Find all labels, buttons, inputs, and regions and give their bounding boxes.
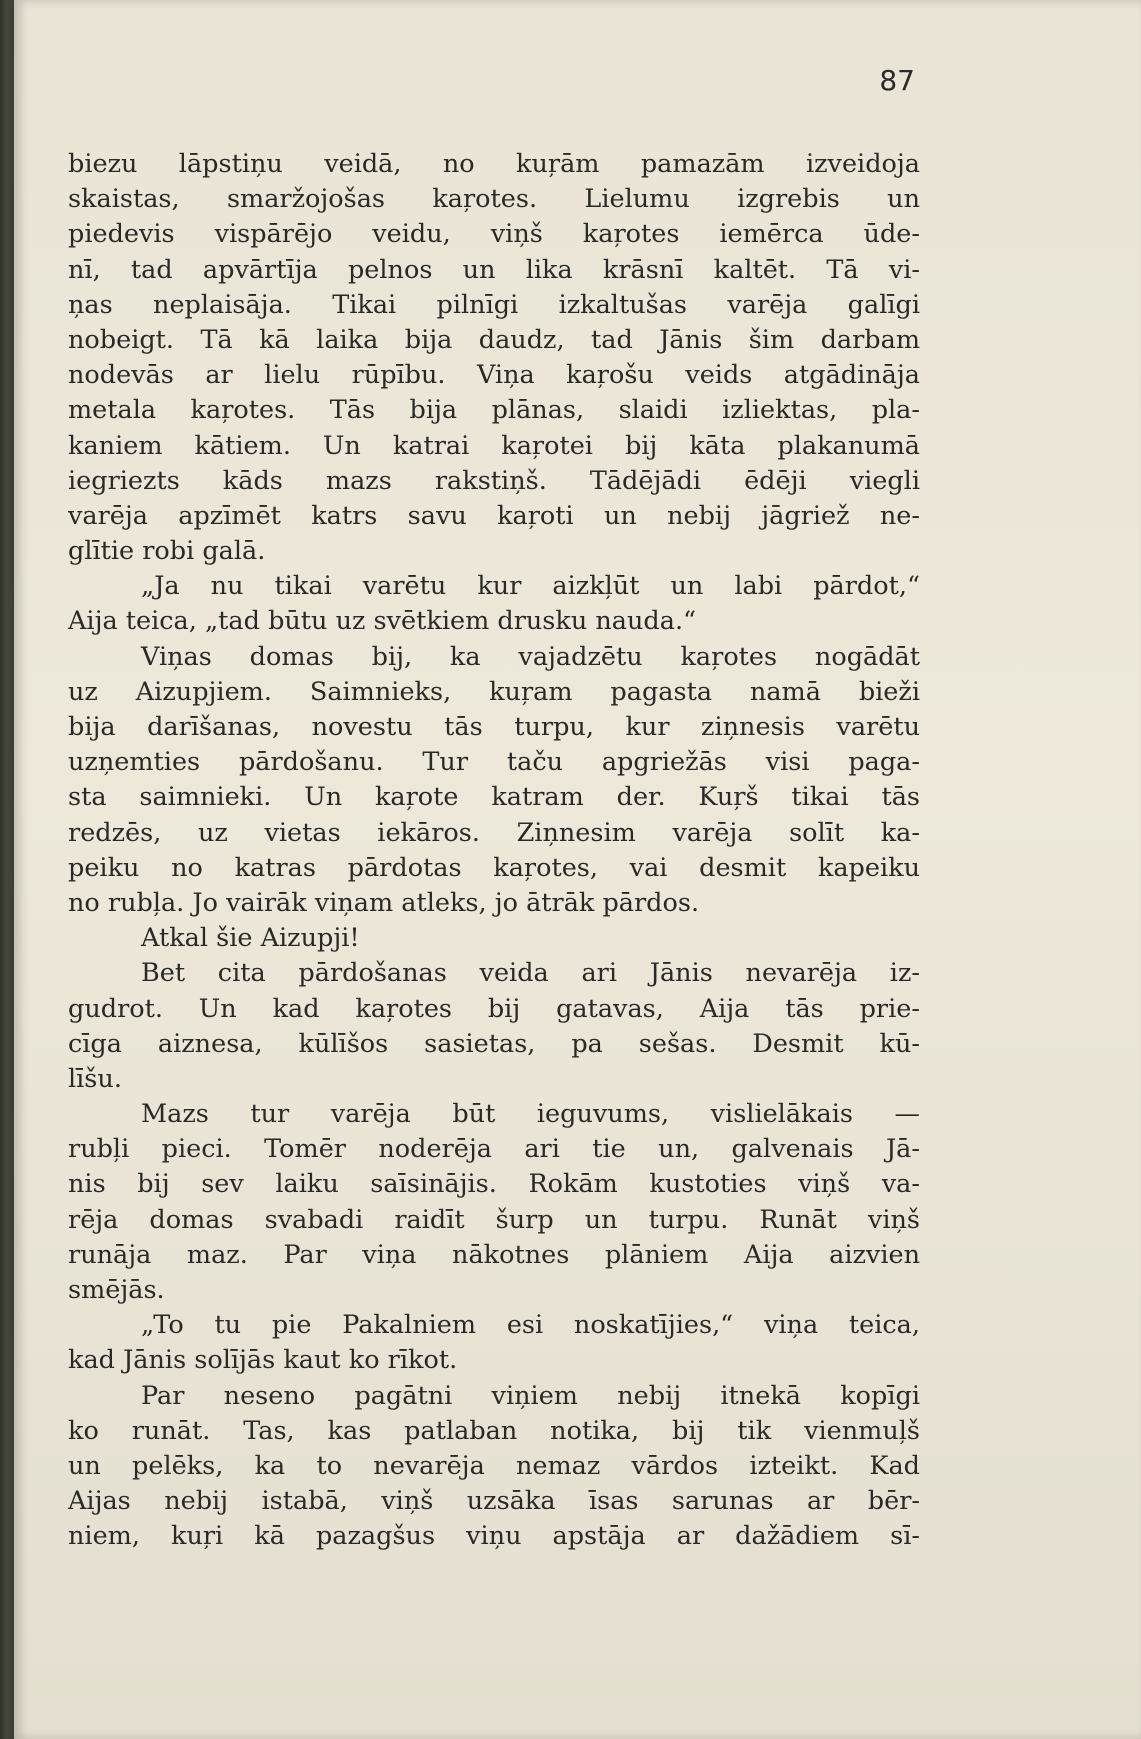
text-line: bija darīšanas, novestu tās turpu, kur ziņnesis varētu — [68, 712, 920, 742]
text-line: „To tu pie Pakalniem esi noskatījies,“ viņa teica, — [141, 1310, 920, 1341]
text-line: Par neseno pagātni viņiem nebij itnekā kopīgi — [141, 1380, 920, 1411]
body-text — [68, 147, 920, 1555]
text-line: ko runāt. Tas, kas patlaban notika, bij tik vienmuļš — [68, 1415, 920, 1446]
text-line: Bet cita pārdošanas veida ari Jānis nevarēja iz- — [141, 958, 920, 989]
text-line: Viņas domas bij, ka vajadzētu kaŗotes nogādāt — [141, 641, 920, 672]
text-line: uzņemties pārdošanu. Tur taču apgriežās visi paga- — [68, 747, 920, 778]
text-line: uz Aizupjiem. Saimnieks, kuŗam pagasta namā bieži — [68, 676, 920, 707]
page-number: 87 — [879, 64, 915, 97]
text-line: ņas neplaisāja. Tikai pilnīgi izkaltušas varēja galīgi — [68, 289, 920, 320]
text-line: Mazs tur varēja būt ieguvums, vislielākais — — [141, 1099, 920, 1130]
text-line: rēja domas svabadi raidīt šurp un turpu. Runāt viņš — [68, 1204, 920, 1235]
text-line: līšu. — [68, 1063, 122, 1094]
text-line: iegriezts kāds mazs rakstiņš. Tādējādi ēdēji viegli — [68, 465, 920, 496]
text-line: skaistas, smaržojošas kaŗotes. Lielumu izgrebis un — [68, 184, 920, 215]
text-line: smējās. — [68, 1275, 165, 1305]
text-line: gudrot. Un kad kaŗotes bij gatavas, Aija tās prie- — [68, 993, 920, 1024]
text-line: runāja maz. Par viņa nākotnes plāniem Aija aizvien — [68, 1239, 920, 1270]
book-page — [14, 0, 1141, 1739]
text-line: un pelēks, ka to nevarēja nemaz vārdos izteikt. Kad — [68, 1450, 920, 1481]
text-line: redzēs, uz vietas iekāros. Ziņnesim varēja solīt ka- — [68, 817, 920, 848]
text-line: nobeigt. Tā kā laika bija daudz, tad Jānis šim darbam — [68, 324, 920, 355]
text-line: rubļi pieci. Tomēr noderēja ari tie un, galvenais Jā- — [68, 1134, 920, 1165]
text-line: metala kaŗotes. Tās bija plānas, slaidi izliektas, pla- — [68, 395, 920, 426]
text-line: glītie robi galā. — [68, 536, 266, 567]
text-line: varēja apzīmēt katrs savu kaŗoti un nebij jāgriež ne- — [68, 500, 920, 531]
text-line: sta saimnieki. Un kaŗote katram der. Kuŗš tikai tās — [68, 782, 920, 813]
text-line: nis bij sev laiku saīsinājis. Rokām kustoties viņš va- — [68, 1169, 920, 1200]
text-line: Aija teica, „tad būtu uz svētkiem drusku nauda.“ — [68, 606, 697, 637]
text-line: Atkal šie Aizupji! — [141, 923, 360, 954]
text-line: kad Jānis solījās kaut ko rīkot. — [68, 1345, 458, 1376]
text-line: no rubļa. Jo vairāk viņam atleks, jo ātrāk pārdos. — [68, 887, 700, 918]
text-line: cīga aiznesa, kūlīšos sasietas, pa sešas. Desmit kū- — [68, 1028, 920, 1059]
text-line: nodevās ar lielu rūpību. Viņa kaŗošu veids atgādināja — [68, 360, 920, 391]
text-line: Aijas nebij istabā, viņš uzsāka īsas sarunas ar bēr- — [68, 1486, 920, 1517]
text-line: nī, tad apvārtīja pelnos un lika krāsnī kaltēt. Tā vi- — [68, 254, 920, 285]
text-line: piedevis vispārējo veidu, viņš kaŗotes iemērca ūde- — [68, 219, 920, 250]
text-line: „Ja nu tikai varētu kur aizkļūt un labi pārdot,“ — [141, 571, 920, 602]
text-line: peiku no katras pārdotas kaŗotes, vai desmit kapeiku — [68, 852, 920, 883]
text-line: biezu lāpstiņu veidā, no kuŗām pamazām izveidoja — [68, 149, 920, 179]
text-line: niem, kuŗi kā pazagšus viņu apstāja ar dažādiem sī- — [68, 1521, 920, 1552]
text-line: kaniem kātiem. Un katrai kaŗotei bij kāta plakanumā — [68, 430, 920, 461]
